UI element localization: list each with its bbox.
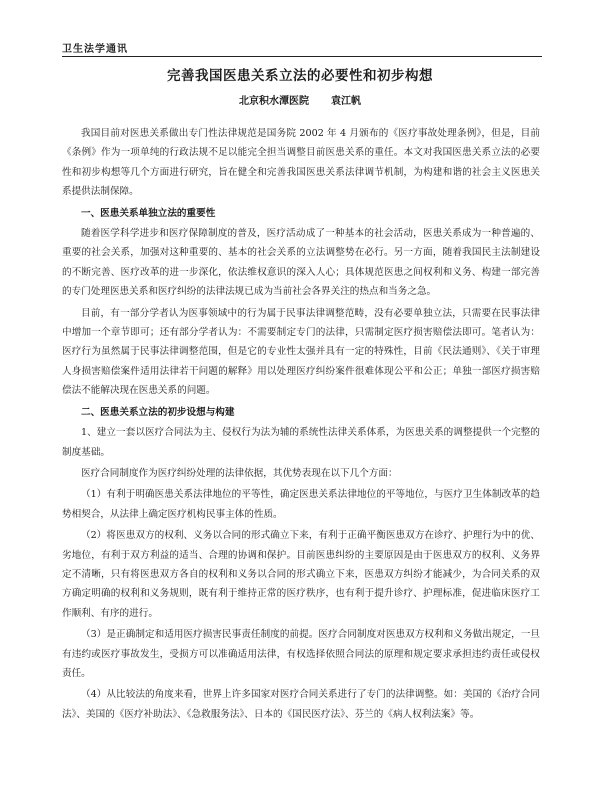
list-item: （2）将医患双方的权利、义务以合同的形式确立下来，有利于正确平衡医患双方在诊疗、护理行为中的优、劣地位，有利于双方利益的适当、合理的协调和保护。目前医患纠纷的主要原因是由于医患双方的权利、义务界定不清晰，只有将医患双方各自的权利和义务以合同的形式确立下来，医患双方纠纷才能减少，为合同关系的双方确定明确的权利和义务规则，既有利于维持正常的医疗秩序，也有利于提升诊疗、护理标准，促进临床医疗工作顺利、有序的进行。 (62, 530, 540, 619)
paragraph: 1、建立一套以医疗合同法为主、侵权行为法为辅的系统性法律关系体系，为医患关系的调整提供一个完整的制度基础。 (62, 427, 540, 458)
paragraph: 目前，有一部分学者认为医事领域中的行为属于民事法律调整范畴，没有必要单独立法，只需要在民事法律中增加一个章节即可；还有部分学者认为：不需要制定专门的法律，只需制定医疗损害赔偿法即可。笔者认为：医疗行为虽然属于民事法律调整范围，但是它的专业性太强并具有一定的特殊性，目前《民法通则》、《关于审理人身损害赔偿案件适用法律若干问题的解释》用以处理医疗纠纷案件很难体现公平和公正；单独一部医疗损害赔偿法不能解决现在医患关系的问题。 (62, 307, 540, 397)
author-affiliation: 北京积水潭医院 (239, 96, 309, 107)
journal-name: 卫生法学通讯 (62, 44, 128, 55)
list-item: （1）有利于明确医患关系法律地位的平等性，确定医患关系法律地位的平等地位，与医疗卫生体制改革的趋势相契合，从法律上确定医疗机构民事主体的性质。 (62, 489, 540, 520)
list-item: （4）从比较法的角度来看，世界上许多国家对医疗合同关系进行了专门的法律调整。如：美国的《治疗合同法》、美国的《医疗补助法》、《急救服务法》、日本的《国民医疗法》、芬兰的《病人权利法案》等。 (62, 689, 540, 720)
paragraph: 随着医学科学进步和医疗保障制度的普及，医疗活动成了一种基本的社会活动，医患关系成为一种普遍的、重要的社会关系，加强对这种重要的、基本的社会关系的立法调整势在必行。另一方面，随着我国民主法制建设的不断完善、医疗改革的进一步深化，依法维权意识的深入人心；具体规范医患之间权利和义务、构建一部完善的专门处理医患关系和医疗纠纷的法律法规已成为当前社会各界关注的热点和当务之急。 (62, 228, 540, 298)
section-heading-2: 二、医患关系立法的初步设想与构建 (81, 406, 235, 418)
author-line (0, 92, 600, 107)
section-heading-1: 一、医患关系单独立法的重要性 (81, 207, 216, 219)
article-title: 完善我国医患关系立法的必要性和初步构想 (167, 68, 433, 84)
header-rule (62, 56, 542, 57)
list-item: （3）是正确制定和适用医疗损害民事责任制度的前提。医疗合同制度对医患双方权利和义务做出规定，一旦有违约或医疗事故发生，受损方可以准确适用法律，有权选择依照合同法的原理和规定要求承担违约责任或侵权责任。 (62, 629, 540, 679)
author-name: 袁江帆 (331, 96, 361, 107)
abstract-paragraph: 我国目前对医患关系做出专门性法律规范是国务院 2002 年 4 月颁布的《医疗事故处理条例》，但是，目前《条例》作为一项单纯的行政法规不足以能完全担当调整目前医患关系的重任。本文对我国医患关系立法的必要性和初步构想等几个方面进行研究，旨在健全和完善我国医患关系法律调节机制，为构建和谐的社会主义医患关系提供法制保障。 (62, 128, 540, 198)
paragraph: 医疗合同制度作为医疗纠纷处理的法律依据，其优势表现在以下几个方面： (81, 467, 398, 479)
article-body (62, 124, 540, 726)
